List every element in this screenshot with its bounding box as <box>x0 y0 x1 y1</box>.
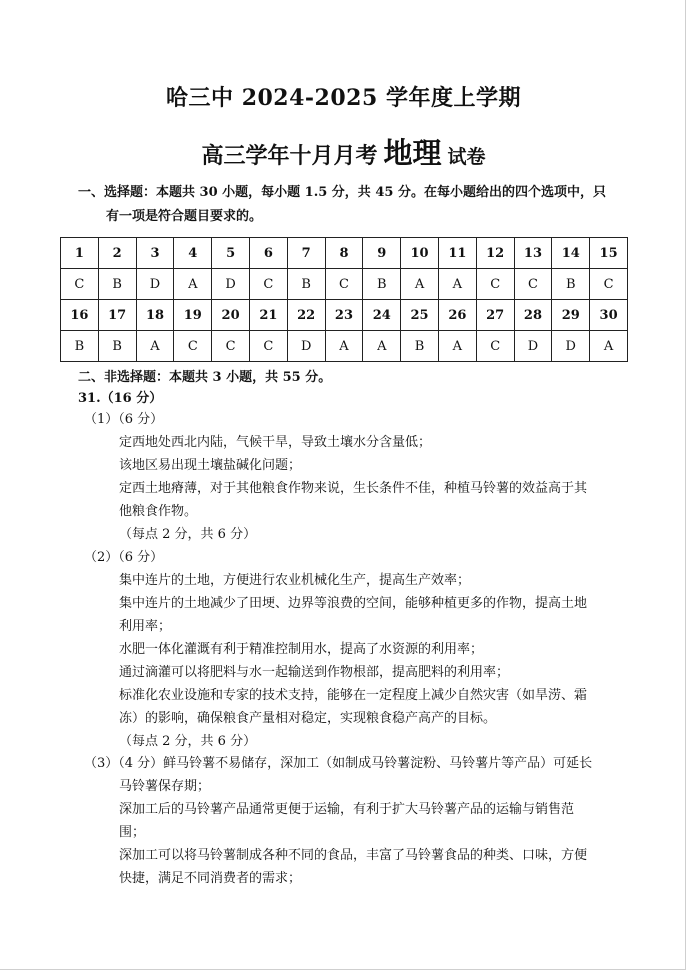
q31-part-1 <box>84 408 644 546</box>
question-number: 14 <box>552 238 590 269</box>
answer-cell: B <box>363 269 401 300</box>
question-number: 15 <box>590 238 628 269</box>
answer-cell: C <box>325 269 363 300</box>
answer-line: 马铃薯保存期； <box>119 779 211 794</box>
question-number: 5 <box>212 238 250 269</box>
answer-cell: C <box>476 269 514 300</box>
answer-cell: B <box>98 269 136 300</box>
answer-line: 标准化农业设施和专家的技术支持，能够在一定程度上减少自然灾害（如旱涝、霜 <box>119 688 588 703</box>
exam-title-subject <box>0 131 687 172</box>
answer-line: 深加工后的马铃薯产品通常更便于运输，有利于扩大马铃薯产品的运输与销售范 <box>119 802 575 817</box>
answer-table-number-row <box>61 238 628 269</box>
question-number: 9 <box>363 238 401 269</box>
exam-subject: 地理 <box>383 136 442 170</box>
question-number: 24 <box>363 300 401 331</box>
answer-cell: C <box>514 269 552 300</box>
answer-cell: B <box>98 331 136 362</box>
answer-cell: B <box>552 269 590 300</box>
section2-heading: 二、非选择题：本题共 3 小题，共 55 分。 <box>78 370 332 385</box>
answer-cell: A <box>325 331 363 362</box>
question-number: 12 <box>476 238 514 269</box>
part-2-label: （2）（6 分） <box>84 550 164 565</box>
question-number: 3 <box>136 238 174 269</box>
question-number: 29 <box>552 300 590 331</box>
question-number: 1 <box>61 238 99 269</box>
question-31-heading: 31.（16 分） <box>78 391 163 406</box>
section1-line1: 一、选择题：本题共 30 小题，每小题 1.5 分，共 45 分。在每小题给出的四个选项中，只 <box>78 185 606 200</box>
answer-cell: A <box>136 331 174 362</box>
question-number: 28 <box>514 300 552 331</box>
answer-line: 他粮食作物。 <box>119 504 198 519</box>
question-number: 20 <box>212 300 250 331</box>
answer-line: 该地区易出现土壤盐碱化问题； <box>119 458 302 473</box>
answer-cell: A <box>174 269 212 300</box>
exam-title-school: 哈三中 2024-2025 学年度上学期 <box>166 85 521 111</box>
question-number: 17 <box>98 300 136 331</box>
answer-line: 水肥一体化灌溉有利于精准控制用水，提高了水资源的利用率； <box>119 642 484 657</box>
answer-table <box>60 237 628 362</box>
question-number: 7 <box>287 238 325 269</box>
q31-part-3 <box>84 752 644 890</box>
question-number: 19 <box>174 300 212 331</box>
section1-line2: 有一项是符合题目要求的。 <box>106 209 263 224</box>
answer-line: 定西地处西北内陆，气候干旱，导致土壤水分含量低； <box>119 435 432 450</box>
question-number: 2 <box>98 238 136 269</box>
question-number: 21 <box>249 300 287 331</box>
question-number: 16 <box>61 300 99 331</box>
answer-cell: D <box>212 269 250 300</box>
answer-cell: A <box>438 331 476 362</box>
exam-title-post: 试卷 <box>447 146 486 168</box>
q31-part-2 <box>84 546 644 753</box>
question-number: 8 <box>325 238 363 269</box>
answer-cell: B <box>61 331 99 362</box>
answer-table-answer-row <box>61 331 628 362</box>
answer-line: 围； <box>119 825 146 840</box>
answer-line: 通过滴灌可以将肥料与水一起输送到作物根部，提高肥料的利用率； <box>119 665 510 680</box>
question-number: 30 <box>590 300 628 331</box>
answer-cell: D <box>136 269 174 300</box>
answer-line: 集中连片的土地减少了田埂、边界等浪费的空间，能够种植更多的作物，提高土地 <box>119 596 588 611</box>
question-number: 13 <box>514 238 552 269</box>
question-number: 23 <box>325 300 363 331</box>
question-number: 11 <box>438 238 476 269</box>
answer-cell: D <box>514 331 552 362</box>
question-number: 22 <box>287 300 325 331</box>
answer-table-answer-row <box>61 269 628 300</box>
answer-cell: A <box>590 331 628 362</box>
answer-cell: A <box>363 331 401 362</box>
answer-line: 集中连片的土地，方便进行农业机械化生产，提高生产效率； <box>119 573 471 588</box>
exam-title-pre: 高三学年十月月考 <box>201 143 378 169</box>
section1-instructions <box>78 181 638 229</box>
answer-line: 利用率； <box>119 619 172 634</box>
question-number: 27 <box>476 300 514 331</box>
question-number: 25 <box>401 300 439 331</box>
answer-line: 定西土地瘠薄，对于其他粮食作物来说，生长条件不佳，种植马铃薯的效益高于其 <box>119 481 588 496</box>
answer-cell: C <box>61 269 99 300</box>
answer-cell: D <box>287 331 325 362</box>
question-number: 6 <box>249 238 287 269</box>
answer-cell: C <box>476 331 514 362</box>
question-number: 18 <box>136 300 174 331</box>
answer-cell: C <box>174 331 212 362</box>
answer-line: 冻）的影响，确保粮食产量相对稳定，实现粮食稳产高产的目标。 <box>119 711 497 726</box>
answer-table-number-row <box>61 300 628 331</box>
answer-line: 快捷，满足不同消费者的需求； <box>119 871 302 886</box>
answer-cell: C <box>212 331 250 362</box>
answer-cell: B <box>287 269 325 300</box>
scoring-note: （每点 2 分，共 6 分） <box>119 734 257 749</box>
answer-cell: D <box>552 331 590 362</box>
question-number: 10 <box>401 238 439 269</box>
answer-cell: B <box>401 331 439 362</box>
answer-cell: C <box>590 269 628 300</box>
scoring-note: （每点 2 分，共 6 分） <box>119 527 257 542</box>
answer-line: 深加工可以将马铃薯制成各种不同的食品，丰富了马铃薯食品的种类、口味，方便 <box>119 848 588 863</box>
question-number: 26 <box>438 300 476 331</box>
answer-cell: C <box>249 331 287 362</box>
answer-cell: A <box>401 269 439 300</box>
answer-cell: C <box>249 269 287 300</box>
answer-cell: A <box>438 269 476 300</box>
question-number: 4 <box>174 238 212 269</box>
part-1-label: （1）（6 分） <box>84 412 164 427</box>
part-3-label: （3）（4 分）鲜马铃薯不易储存，深加工（如制成马铃薯淀粉、马铃薯片等产品）可延长 <box>84 756 593 771</box>
